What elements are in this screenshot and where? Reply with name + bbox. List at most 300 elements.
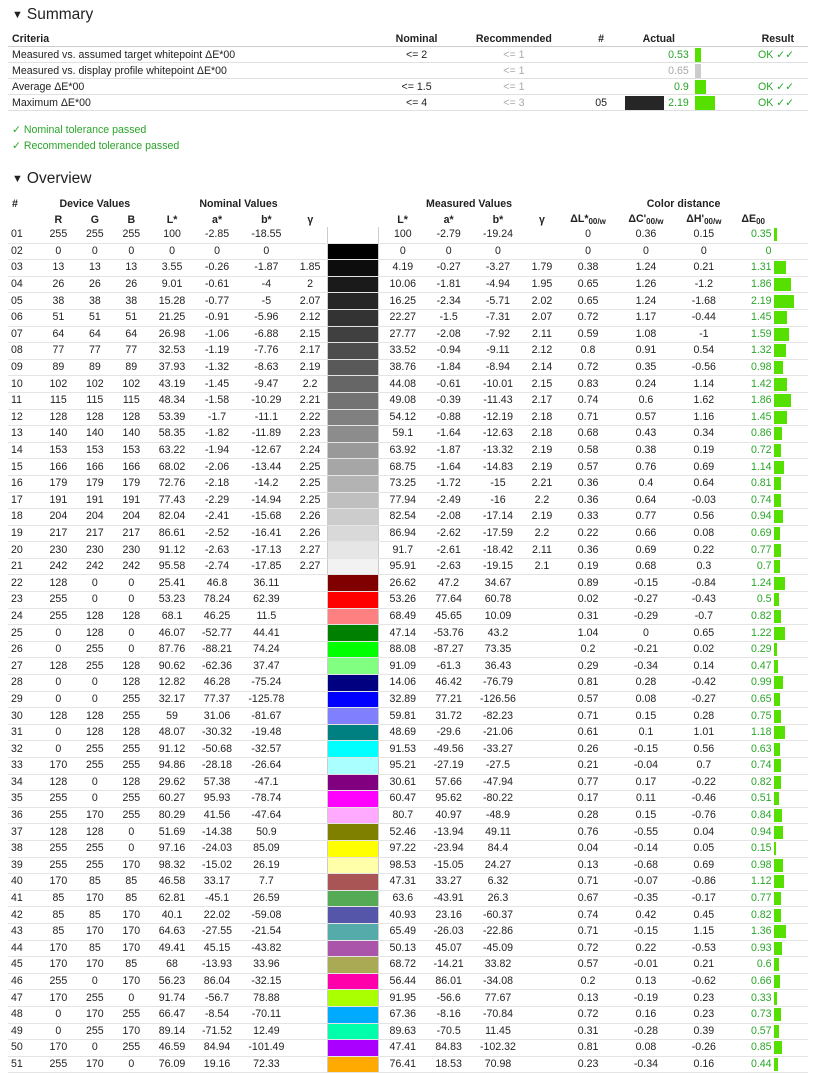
- r-cell: 89: [40, 359, 76, 376]
- meas-l-cell: 82.54: [379, 509, 426, 526]
- delta-e-bar: [774, 394, 791, 407]
- delta-l-cell: 0.83: [559, 376, 617, 393]
- g-cell: 255: [77, 840, 113, 857]
- delta-h-cell: -0.86: [675, 874, 733, 891]
- meas-b-cell: -8.94: [471, 359, 525, 376]
- nom-a-cell: -1.7: [195, 409, 240, 426]
- num-cell: 18: [8, 509, 40, 526]
- nom-a-cell: 22.02: [195, 907, 240, 924]
- nom-a-cell: -2.06: [195, 459, 240, 476]
- nom-b-cell: -8.63: [240, 359, 294, 376]
- b-cell: 255: [113, 708, 149, 725]
- meas-l-cell: 16.25: [379, 293, 426, 310]
- meas-gamma-cell: 2.15: [525, 376, 559, 393]
- delta-e-cell: 0.98: [733, 857, 774, 874]
- delta-c-cell: 0.08: [617, 1040, 675, 1057]
- nom-gamma-cell: [293, 243, 327, 260]
- overview-row: [8, 741, 808, 758]
- num-cell: 50: [8, 1040, 40, 1057]
- meas-b-cell: 6.32: [471, 874, 525, 891]
- meas-gamma-cell: [525, 608, 559, 625]
- nom-gamma-cell: [293, 807, 327, 824]
- delta-e-cell: 1.14: [733, 459, 774, 476]
- g-cell: 0: [77, 1040, 113, 1057]
- meas-l-cell: 27.77: [379, 326, 426, 343]
- delta-e-bar-cell: [774, 641, 808, 658]
- r-cell: 128: [40, 409, 76, 426]
- summary-row: [8, 79, 808, 95]
- nom-b-cell: -4: [240, 276, 294, 293]
- delta-c-cell: 0.13: [617, 973, 675, 990]
- swatch-cell: [328, 1040, 379, 1057]
- nom-l-cell: 80.29: [150, 807, 195, 824]
- g-cell: 128: [77, 625, 113, 642]
- nom-gamma-cell: 2.17: [293, 343, 327, 360]
- delta-l-cell: 0: [559, 227, 617, 243]
- meas-l-cell: 33.52: [379, 343, 426, 360]
- delta-h-cell: 0.08: [675, 525, 733, 542]
- meas-b-cell: 24.27: [471, 857, 525, 874]
- result-cell: OK ✓✓: [721, 79, 808, 95]
- meas-a-cell: 95.62: [426, 791, 471, 808]
- nom-l-cell: 37.93: [150, 359, 195, 376]
- r-cell: 153: [40, 442, 76, 459]
- delta-h-cell: 0.3: [675, 558, 733, 575]
- num-cell: 29: [8, 691, 40, 708]
- nom-gamma-cell: [293, 990, 327, 1007]
- meas-a-cell: 57.66: [426, 774, 471, 791]
- r-cell: 0: [40, 741, 76, 758]
- b-cell: 170: [113, 907, 149, 924]
- nom-b-cell: 62.39: [240, 592, 294, 609]
- overview-row: [8, 957, 808, 974]
- overview-table: [8, 196, 808, 1073]
- delta-e-bar-cell: [774, 575, 808, 592]
- nom-b-cell: -10.29: [240, 392, 294, 409]
- nom-a-cell: 57.38: [195, 774, 240, 791]
- nom-a-cell: 86.04: [195, 973, 240, 990]
- overview-row: [8, 475, 808, 492]
- meas-b-cell: -12.63: [471, 426, 525, 443]
- nom-l-cell: 53.23: [150, 592, 195, 609]
- overview-row: [8, 923, 808, 940]
- meas-gamma-cell: [525, 243, 559, 260]
- delta-l-cell: 0.71: [559, 923, 617, 940]
- g-cell: 128: [77, 724, 113, 741]
- delta-e-bar-cell: [774, 1040, 808, 1057]
- nom-gamma-cell: 1.85: [293, 260, 327, 277]
- delta-l-cell: 0.04: [559, 840, 617, 857]
- nom-l-cell: 94.86: [150, 758, 195, 775]
- g-cell: 140: [77, 426, 113, 443]
- swatch-cell: [328, 907, 379, 924]
- nom-l-cell: 68: [150, 957, 195, 974]
- overview-row: [8, 791, 808, 808]
- delta-e-cell: 0.86: [733, 426, 774, 443]
- meas-gamma-cell: [525, 890, 559, 907]
- swatch-cell: [328, 874, 379, 891]
- nom-l-cell: 100: [150, 227, 195, 243]
- swatch-cell: [328, 525, 379, 542]
- meas-l-cell: 80.7: [379, 807, 426, 824]
- meas-b-cell: -16: [471, 492, 525, 509]
- delta-e-bar: [774, 792, 779, 805]
- delta-e-cell: 0.82: [733, 774, 774, 791]
- delta-h-cell: -0.53: [675, 940, 733, 957]
- num-cell: 28: [8, 675, 40, 692]
- meas-a-cell: -0.94: [426, 343, 471, 360]
- delta-c-cell: 0.77: [617, 509, 675, 526]
- delta-e-bar-cell: [774, 558, 808, 575]
- overview-row: [8, 874, 808, 891]
- g-cell: 26: [77, 276, 113, 293]
- swatch-cell: [328, 840, 379, 857]
- b-cell: 179: [113, 475, 149, 492]
- nom-l-cell: 82.04: [150, 509, 195, 526]
- r-cell: 77: [40, 343, 76, 360]
- nom-b-cell: 74.24: [240, 641, 294, 658]
- r-cell: 166: [40, 459, 76, 476]
- r-cell: 230: [40, 542, 76, 559]
- num-cell: 12: [8, 409, 40, 426]
- delta-h-cell: 0.45: [675, 907, 733, 924]
- delta-e-cell: 0.82: [733, 608, 774, 625]
- nom-gamma-cell: [293, 923, 327, 940]
- r-cell: 255: [40, 227, 76, 243]
- delta-e-bar-cell: [774, 276, 808, 293]
- delta-h-cell: 0.19: [675, 442, 733, 459]
- delta-e-bar-cell: [774, 675, 808, 692]
- overview-row: [8, 260, 808, 277]
- nom-l-cell: 0: [150, 243, 195, 260]
- b-cell: 140: [113, 426, 149, 443]
- delta-h-cell: 0.69: [675, 857, 733, 874]
- nom-l-cell: 91.12: [150, 741, 195, 758]
- meas-l-cell: 95.91: [379, 558, 426, 575]
- nom-l-cell: 53.39: [150, 409, 195, 426]
- overview-row: [8, 359, 808, 376]
- overview-heading[interactable]: [12, 170, 92, 188]
- nom-gamma-cell: [293, 575, 327, 592]
- delta-l-cell: 0.72: [559, 940, 617, 957]
- g-cell: 128: [77, 824, 113, 841]
- col-actual: Actual: [625, 32, 693, 47]
- meas-l-cell: 60.47: [379, 791, 426, 808]
- nom-l-cell: 95.58: [150, 558, 195, 575]
- summary-heading[interactable]: [12, 6, 93, 24]
- meas-a-cell: -1.64: [426, 426, 471, 443]
- recommended-cell: <= 3: [450, 95, 577, 111]
- swatch-cell: [328, 459, 379, 476]
- r-cell: 0: [40, 1006, 76, 1023]
- meas-l-cell: 100: [379, 227, 426, 243]
- nom-b-cell: -81.67: [240, 708, 294, 725]
- meas-a-cell: -87.27: [426, 641, 471, 658]
- delta-c-cell: 0.08: [617, 691, 675, 708]
- delta-l-cell: 0.59: [559, 326, 617, 343]
- meas-l-cell: 95.21: [379, 758, 426, 775]
- meas-l-cell: 30.61: [379, 774, 426, 791]
- swatch-cell: [328, 990, 379, 1007]
- nom-l-cell: 40.1: [150, 907, 195, 924]
- delta-l-cell: 0.74: [559, 392, 617, 409]
- nom-a-cell: -15.02: [195, 857, 240, 874]
- delta-e-cell: 0.77: [733, 890, 774, 907]
- nom-gamma-cell: [293, 874, 327, 891]
- delta-l-cell: 0.58: [559, 442, 617, 459]
- b-cell: 13: [113, 260, 149, 277]
- meas-a-cell: 45.07: [426, 940, 471, 957]
- meas-b-cell: -19.15: [471, 558, 525, 575]
- col-meas-gamma: γ: [538, 213, 545, 226]
- overview-row: [8, 774, 808, 791]
- nom-b-cell: 78.88: [240, 990, 294, 1007]
- b-cell: 85: [113, 874, 149, 891]
- meas-b-cell: 49.11: [471, 824, 525, 841]
- delta-e-bar-cell: [774, 392, 808, 409]
- nom-l-cell: 59: [150, 708, 195, 725]
- nom-l-cell: 21.25: [150, 309, 195, 326]
- overview-row: [8, 376, 808, 393]
- delta-c-cell: -0.15: [617, 575, 675, 592]
- r-cell: 255: [40, 840, 76, 857]
- delta-h-cell: -1.68: [675, 293, 733, 310]
- delta-l-cell: 1.04: [559, 625, 617, 642]
- nom-l-cell: 90.62: [150, 658, 195, 675]
- nom-l-cell: 32.53: [150, 343, 195, 360]
- delta-e-cell: 0.35: [733, 227, 774, 243]
- r-cell: 85: [40, 907, 76, 924]
- b-cell: 51: [113, 309, 149, 326]
- r-cell: 13: [40, 260, 76, 277]
- meas-gamma-cell: [525, 691, 559, 708]
- delta-h-cell: 0.65: [675, 625, 733, 642]
- col-meas-a: a*: [443, 213, 454, 226]
- meas-l-cell: 54.12: [379, 409, 426, 426]
- meas-a-cell: -0.88: [426, 409, 471, 426]
- criteria-cell: Measured vs. display profile whitepoint ΔE*00: [8, 63, 383, 79]
- summary-row: [8, 63, 808, 79]
- nom-l-cell: 87.76: [150, 641, 195, 658]
- r-cell: 128: [40, 575, 76, 592]
- delta-e-bar: [774, 892, 781, 905]
- nom-a-cell: -2.29: [195, 492, 240, 509]
- delta-h-cell: 0.21: [675, 957, 733, 974]
- b-cell: 0: [113, 1056, 149, 1073]
- b-cell: 0: [113, 641, 149, 658]
- nom-a-cell: -1.58: [195, 392, 240, 409]
- delta-e-cell: 1.86: [733, 276, 774, 293]
- delta-e-bar-cell: [774, 309, 808, 326]
- summary-table: [8, 32, 808, 111]
- summary-title: Summary: [26, 6, 94, 23]
- swatch-cell: [328, 575, 379, 592]
- g-cell: 38: [77, 293, 113, 310]
- nom-a-cell: -50.68: [195, 741, 240, 758]
- overview-row: [8, 973, 808, 990]
- nom-gamma-cell: [293, 724, 327, 741]
- delta-e-bar-cell: [774, 509, 808, 526]
- swatch-cell: [328, 957, 379, 974]
- delta-c-cell: 0.4: [617, 475, 675, 492]
- nom-gamma-cell: [293, 907, 327, 924]
- delta-l-cell: 0.68: [559, 426, 617, 443]
- overview-row: [8, 641, 808, 658]
- num-cell: 45: [8, 957, 40, 974]
- swatch-cell: [328, 1006, 379, 1023]
- swatch-cell: [328, 343, 379, 360]
- nom-a-cell: -2.18: [195, 475, 240, 492]
- r-cell: 128: [40, 824, 76, 841]
- nom-b-cell: -16.41: [240, 525, 294, 542]
- b-cell: 217: [113, 525, 149, 542]
- overview-row: [8, 293, 808, 310]
- delta-h-cell: -0.56: [675, 359, 733, 376]
- swatch-cell: [328, 625, 379, 642]
- r-cell: 255: [40, 973, 76, 990]
- meas-gamma-cell: 2.11: [525, 326, 559, 343]
- meas-b-cell: -34.08: [471, 973, 525, 990]
- meas-b-cell: -5.71: [471, 293, 525, 310]
- delta-e-cell: 1.22: [733, 625, 774, 642]
- g-cell: 0: [77, 675, 113, 692]
- nom-gamma-cell: [293, 691, 327, 708]
- nom-gamma-cell: 2.26: [293, 509, 327, 526]
- delta-l-cell: 0.36: [559, 492, 617, 509]
- delta-e-bar-cell: [774, 243, 808, 260]
- meas-a-cell: -8.16: [426, 1006, 471, 1023]
- meas-a-cell: -27.19: [426, 758, 471, 775]
- delta-e-cell: 0: [733, 243, 774, 260]
- b-cell: 0: [113, 625, 149, 642]
- meas-l-cell: 0: [379, 243, 426, 260]
- meas-a-cell: 18.53: [426, 1056, 471, 1073]
- delta-c-cell: -0.19: [617, 990, 675, 1007]
- swatch-cell: [328, 227, 379, 243]
- delta-c-cell: 0.38: [617, 442, 675, 459]
- num-cell: 17: [8, 492, 40, 509]
- num-cell: 21: [8, 558, 40, 575]
- result-cell: [721, 63, 808, 79]
- meas-a-cell: -2.49: [426, 492, 471, 509]
- b-cell: 242: [113, 558, 149, 575]
- b-cell: 128: [113, 608, 149, 625]
- delta-e-cell: 1.86: [733, 392, 774, 409]
- meas-gamma-cell: [525, 874, 559, 891]
- swatch-cell: [328, 641, 379, 658]
- overview-row: [8, 442, 808, 459]
- meas-l-cell: 56.44: [379, 973, 426, 990]
- overview-row: [8, 492, 808, 509]
- summary-row: [8, 47, 808, 63]
- delta-c-cell: 0.35: [617, 359, 675, 376]
- nom-b-cell: 0: [240, 243, 294, 260]
- meas-a-cell: -61.3: [426, 658, 471, 675]
- b-cell: 170: [113, 923, 149, 940]
- delta-e-bar-cell: [774, 1023, 808, 1040]
- meas-a-cell: -26.03: [426, 923, 471, 940]
- num-cell: 03: [8, 260, 40, 277]
- actual-bar: [695, 48, 701, 62]
- g-cell: 242: [77, 558, 113, 575]
- recommended-passed-text: ✓ Recommended tolerance passed: [12, 140, 180, 152]
- delta-l-cell: 0.57: [559, 691, 617, 708]
- swatch-cell: [328, 492, 379, 509]
- delta-l-cell: 0.28: [559, 807, 617, 824]
- swatch-cell: [328, 1023, 379, 1040]
- meas-l-cell: 52.46: [379, 824, 426, 841]
- nom-gamma-cell: [293, 641, 327, 658]
- overview-row: [8, 724, 808, 741]
- b-cell: 38: [113, 293, 149, 310]
- delta-e-cell: 0.63: [733, 741, 774, 758]
- delta-l-cell: 0.74: [559, 907, 617, 924]
- meas-l-cell: 47.41: [379, 1040, 426, 1057]
- g-cell: 255: [77, 1023, 113, 1040]
- meas-l-cell: 91.53: [379, 741, 426, 758]
- meas-l-cell: 14.06: [379, 675, 426, 692]
- nom-a-cell: -56.7: [195, 990, 240, 1007]
- b-cell: 255: [113, 691, 149, 708]
- nom-a-cell: -14.38: [195, 824, 240, 841]
- meas-l-cell: 26.62: [379, 575, 426, 592]
- delta-h-cell: 0.14: [675, 658, 733, 675]
- meas-gamma-cell: [525, 724, 559, 741]
- delta-h-cell: 0.7: [675, 758, 733, 775]
- num-cell: 46: [8, 973, 40, 990]
- r-cell: 255: [40, 592, 76, 609]
- r-cell: 64: [40, 326, 76, 343]
- b-cell: 170: [113, 857, 149, 874]
- delta-e-cell: 0.81: [733, 475, 774, 492]
- meas-a-cell: -70.5: [426, 1023, 471, 1040]
- delta-e-bar-cell: [774, 940, 808, 957]
- delta-e-bar: [774, 925, 786, 938]
- nom-b-cell: 36.11: [240, 575, 294, 592]
- nom-b-cell: 37.47: [240, 658, 294, 675]
- nom-a-cell: -0.91: [195, 309, 240, 326]
- delta-e-bar: [774, 975, 780, 988]
- r-cell: 0: [40, 691, 76, 708]
- meas-b-cell: -17.59: [471, 525, 525, 542]
- num-cell: 48: [8, 1006, 40, 1023]
- col-hash: [8, 212, 40, 227]
- delta-e-bar-cell: [774, 359, 808, 376]
- delta-e-bar-cell: [774, 840, 808, 857]
- delta-l-cell: 0.26: [559, 741, 617, 758]
- meas-a-cell: -49.56: [426, 741, 471, 758]
- meas-gamma-cell: [525, 1040, 559, 1057]
- b-cell: 102: [113, 376, 149, 393]
- recommended-cell: <= 1: [450, 47, 577, 63]
- nom-gamma-cell: 2.2: [293, 376, 327, 393]
- delta-l-cell: 0.81: [559, 675, 617, 692]
- delta-l-cell: 0.31: [559, 608, 617, 625]
- r-cell: 179: [40, 475, 76, 492]
- delta-l-cell: 0.71: [559, 708, 617, 725]
- num-cell: 20: [8, 542, 40, 559]
- nom-l-cell: 48.07: [150, 724, 195, 741]
- nom-b-cell: 33.96: [240, 957, 294, 974]
- delta-e-bar: [774, 444, 781, 457]
- num-cell: 19: [8, 525, 40, 542]
- nom-gamma-cell: [293, 608, 327, 625]
- delta-e-bar-cell: [774, 973, 808, 990]
- num-cell: 08: [8, 343, 40, 360]
- delta-e-bar: [774, 544, 781, 557]
- nom-a-cell: -28.18: [195, 758, 240, 775]
- meas-b-cell: -60.37: [471, 907, 525, 924]
